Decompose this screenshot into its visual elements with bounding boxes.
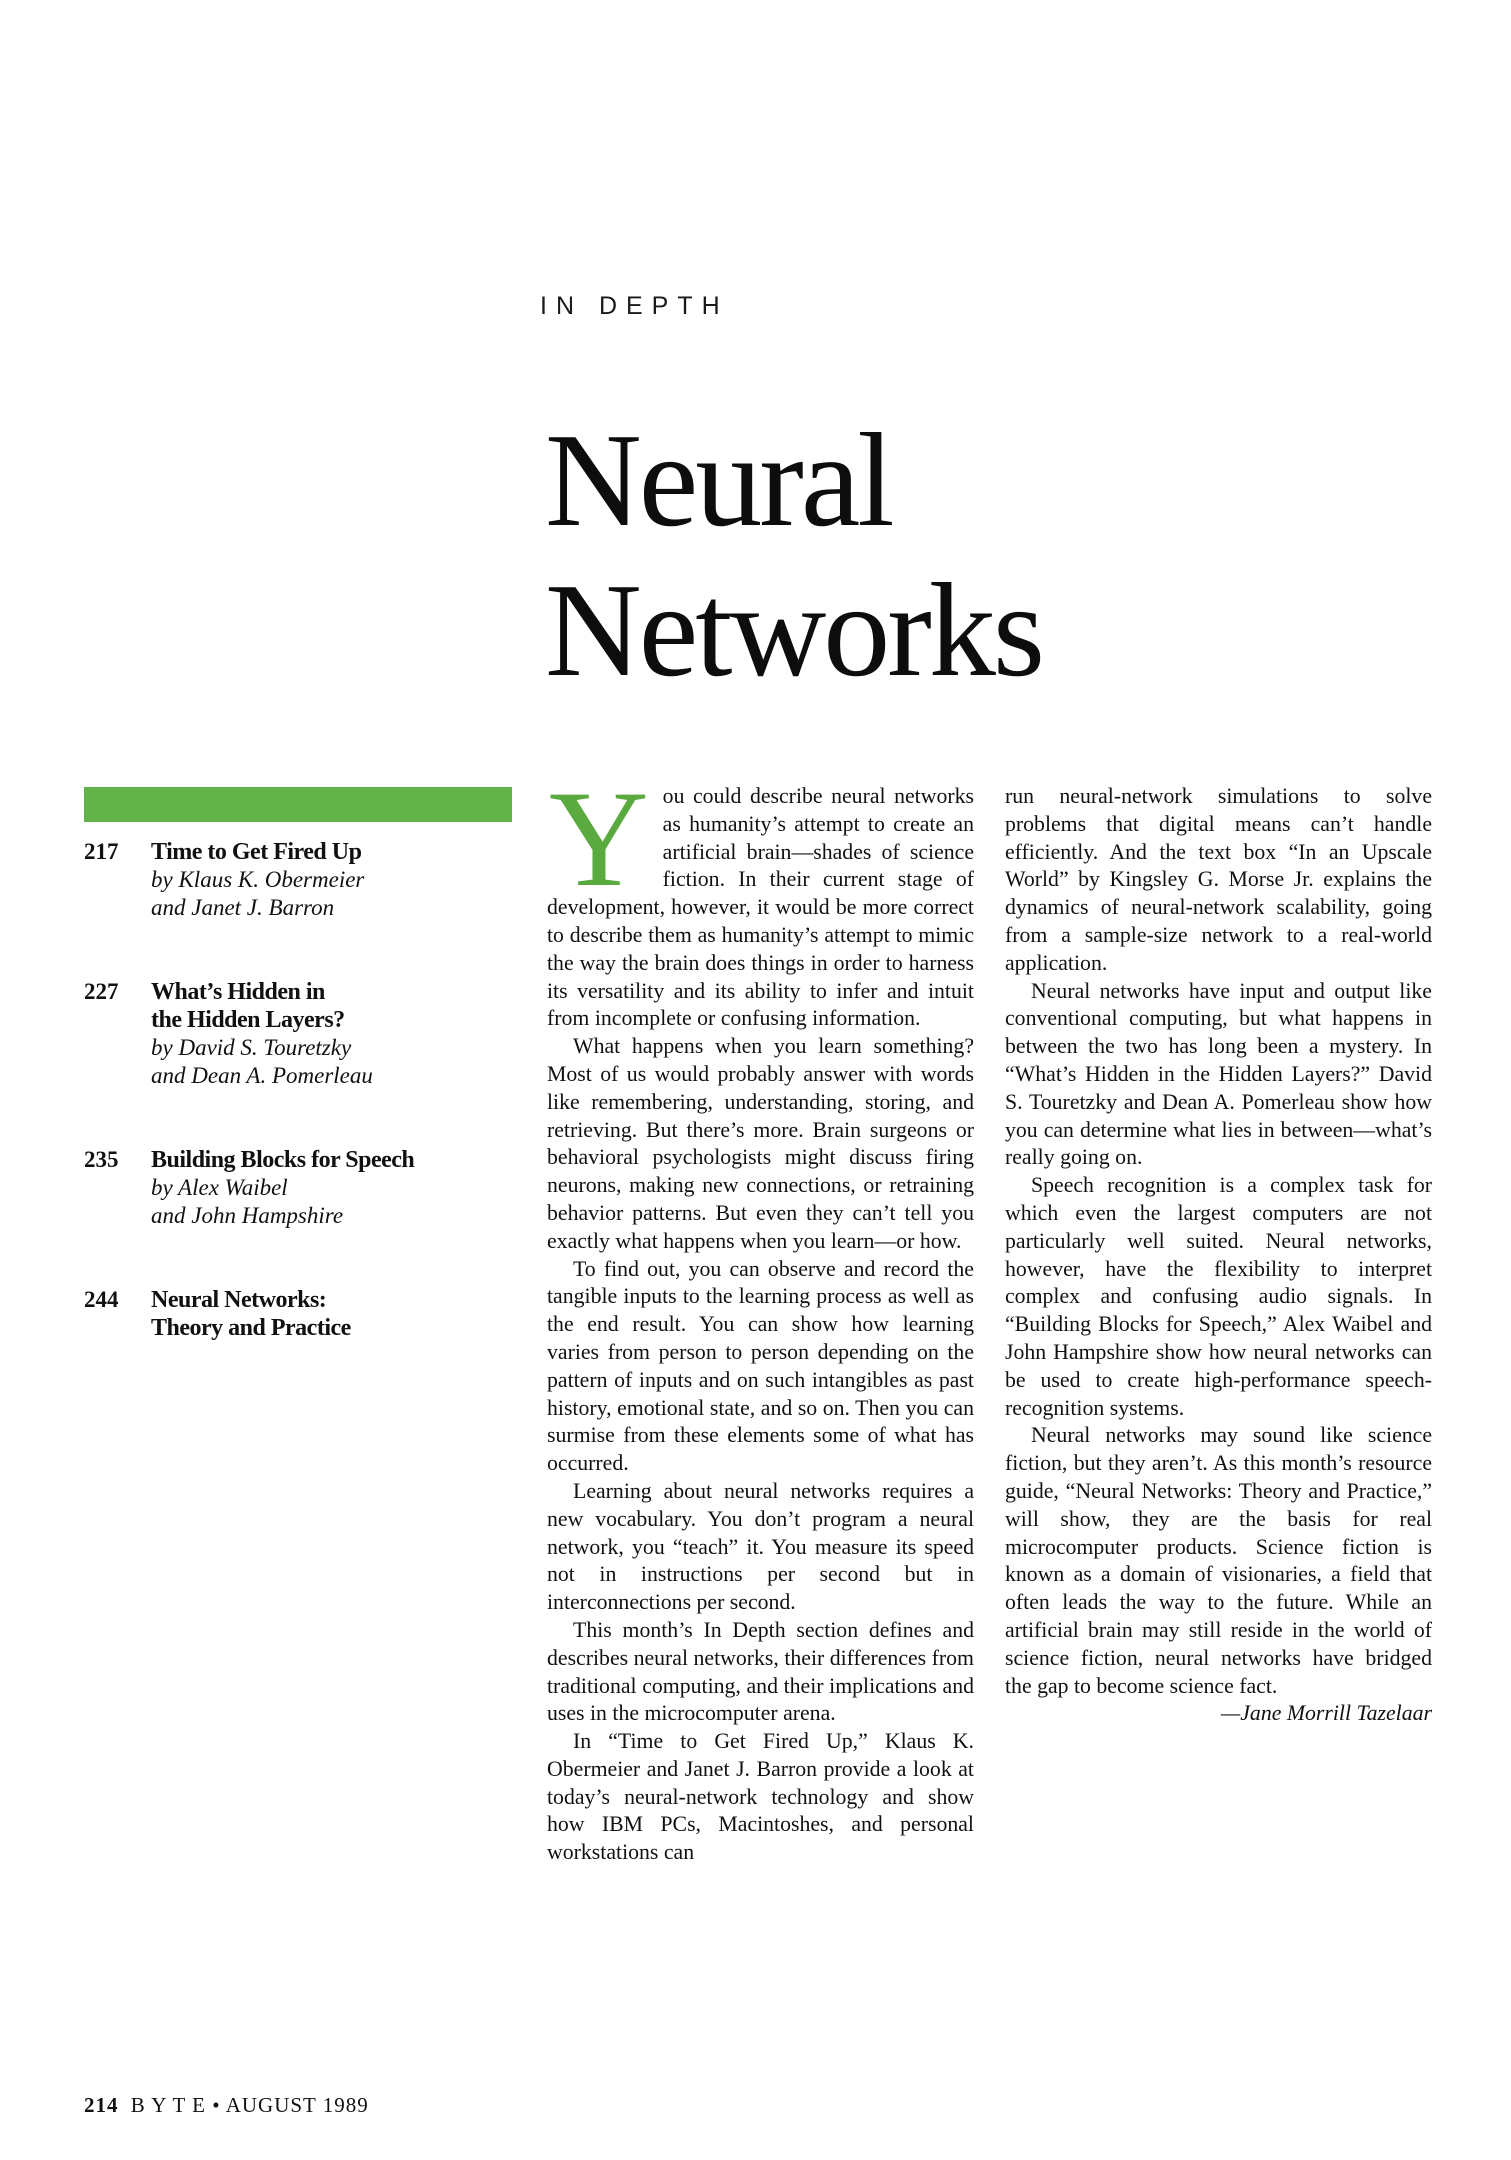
footer-publication: B Y T E • AUGUST 1989 — [130, 2093, 369, 2117]
section-label: IN DEPTH — [540, 292, 729, 320]
toc-title: What’s Hidden in — [151, 979, 325, 1005]
toc-author: by David S. Touretzky — [151, 1035, 352, 1060]
author-signature: —Jane Morrill Tazelaar — [1220, 1701, 1432, 1726]
article-paragraph: You could describe neural networks as humanity’s attempt to create an artificial brain—shades of science fiction. In their current stage of development, however, it would be more correct to describe them as humanity’s attempt to mimic the way the brain does things in order to harness its versatility and its ability to infer and intuit from incomplete or confusing information. — [547, 762, 974, 1031]
toc-page-number: 244 — [84, 1287, 119, 1312]
article-paragraph: Speech recognition is a complex task for which even the largest computers are not particularly well suited. Neural networks, however, have the flexibility to interpret complex and confusing audio signals. In “Building Blocks for Speech,” Alex Waibel and John Hampshire show how neural networks can be used to create high-performance speech-recognition systems. — [1005, 1173, 1432, 1420]
toc-page-number: 217 — [84, 839, 119, 864]
article-column-2 — [1005, 783, 1432, 1728]
table-of-contents — [84, 838, 524, 1398]
toc-title: Building Blocks for Speech — [151, 1147, 415, 1173]
toc-author: and John Hampshire — [151, 1203, 344, 1228]
article-paragraph: run neural-network simulations to solve problems that digital means can’t handle efficiently. And the text box “In an Upscale World” by Kingsley G. Morse Jr. explains the dynamics of neural-network scalability, going from a sample-size network to a real-world application. — [1005, 784, 1432, 975]
toc-page-number: 235 — [84, 1147, 119, 1172]
toc-author: and Dean A. Pomerleau — [151, 1063, 373, 1088]
toc-page-number: 227 — [84, 979, 119, 1004]
article-paragraph: Learning about neural networks requires a new vocabulary. You don’t program a neural network, you “teach” it. You measure its speed not in instructions per second but in interconnections per second. — [547, 1478, 974, 1615]
article-paragraph: What happens when you learn something? Most of us would probably answer with words like remembering, understanding, storing, and retrieving. But there’s more. Brain surgeons or behavioral psychologists might discuss firing neurons, making new connections, or retraining behavior patterns. But even they can’t tell you exactly what happens when you learn—or how. — [547, 1034, 974, 1253]
drop-cap: Y — [549, 762, 649, 915]
article-paragraph: Neural networks have input and output like conventional computing, but what happens in between the two has long been a mystery. In “What’s Hidden in the Hidden Layers?” David S. Touretzky and Dean A. Pomerleau show how you can determine what lies in between—what’s really going on. — [1005, 978, 1432, 1170]
title-line-1: Neural — [545, 406, 892, 554]
page-footer — [84, 2093, 369, 2118]
article-paragraph: Neural networks may sound like science fiction, but they aren’t. As this month’s resource guide, “Neural Networks: Theory and Practice,” will show, they are the basis for real microcomputer products. Science fiction is known as a domain of visionaries, a field that often leads the way to the future. While an artificial brain may still reside in the world of science fiction, neural networks have bridged the gap to become science fact. — [1005, 1423, 1432, 1698]
green-accent-bar — [84, 787, 512, 822]
toc-title: Theory and Practice — [151, 1315, 351, 1341]
toc-title: Neural Networks: — [151, 1287, 327, 1313]
toc-entry[interactable] — [84, 1146, 524, 1230]
toc-author: by Klaus K. Obermeier — [151, 867, 365, 892]
toc-entry[interactable] — [84, 838, 524, 922]
toc-author: and Janet J. Barron — [151, 895, 335, 920]
toc-title: Time to Get Fired Up — [151, 839, 362, 865]
title-line-2: Networks — [545, 556, 1043, 704]
toc-entry[interactable] — [84, 1286, 524, 1342]
article-paragraph: To find out, you can observe and record the tangible inputs to the learning process as well as the end result. You can show how learning varies from person to person depending on the pattern of inputs and on such intangibles as past history, emotional state, and so on. Then you can surmise from these elements some of what has occurred. — [547, 1256, 974, 1476]
article-paragraph: In “Time to Get Fired Up,” Klaus K. Obermeier and Janet J. Barron provide a look at today’s neural-network technology and show how IBM PCs, Macintoshes, and personal workstations can — [547, 1729, 974, 1865]
footer-page-number: 214 — [84, 2093, 119, 2117]
page-title — [545, 405, 1042, 705]
article-paragraph: This month’s In Depth section defines and describes neural networks, their differences from traditional computing, and their implications and uses in the microcomputer arena. — [547, 1617, 974, 1726]
toc-author: by Alex Waibel — [151, 1175, 288, 1200]
toc-entry[interactable] — [84, 978, 524, 1090]
toc-title: the Hidden Layers? — [151, 1007, 345, 1033]
article-column-1 — [547, 762, 974, 1867]
